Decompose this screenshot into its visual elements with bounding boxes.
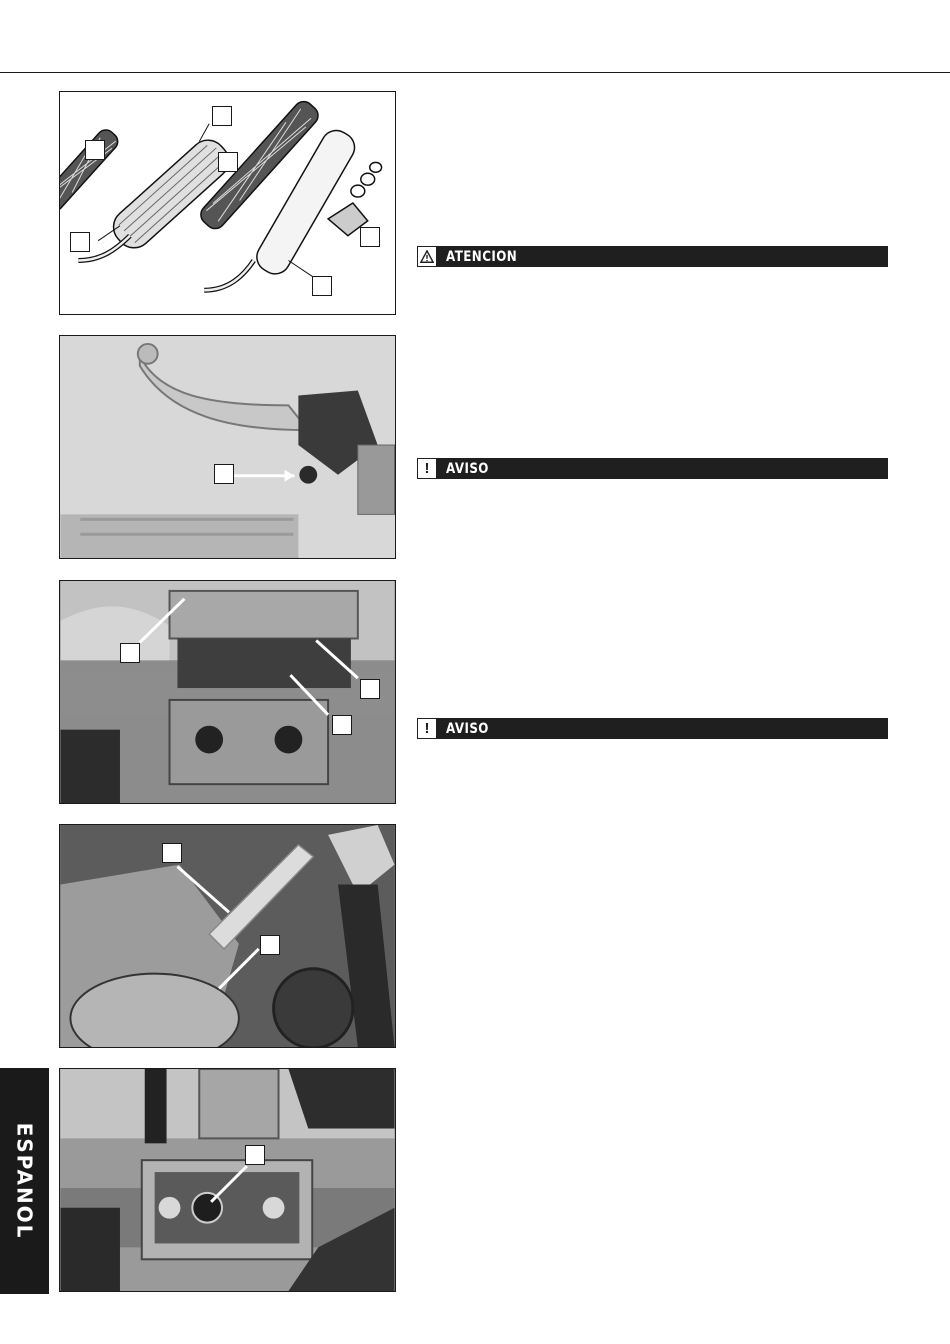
callout-box — [70, 232, 90, 252]
figure-engine-bleeding — [59, 824, 396, 1048]
language-label: ESPANOL — [12, 1122, 37, 1240]
callout-box — [312, 276, 332, 296]
banner-label: AVISO — [446, 720, 489, 737]
callout-box — [214, 464, 234, 484]
callout-box — [85, 140, 105, 160]
callout-box — [360, 679, 380, 699]
callout-box — [260, 935, 280, 955]
callout-box — [120, 643, 140, 663]
master-cylinder-cover-photo — [60, 581, 395, 803]
clutch-lever-photo — [60, 336, 395, 558]
language-side-tab — [0, 1068, 49, 1294]
callout-box — [162, 843, 182, 863]
master-cylinder-reservoir-photo — [60, 1069, 395, 1291]
banner-label: ATENCION — [446, 248, 518, 265]
aviso-banner — [417, 458, 888, 479]
callout-box — [218, 152, 238, 172]
figure-master-cylinder-cover — [59, 580, 396, 804]
figure-clutch-lever — [59, 335, 396, 559]
figure-exhaust-parts — [59, 91, 396, 315]
figure-master-cylinder-reservoir — [59, 1068, 396, 1292]
callout-box — [212, 106, 232, 126]
banner-label: AVISO — [446, 460, 489, 477]
callout-box — [332, 715, 352, 735]
engine-bleeding-photo — [60, 825, 395, 1047]
callout-box — [245, 1145, 265, 1165]
exclamation-icon: ! — [417, 458, 437, 479]
header-rule — [0, 72, 950, 73]
atencion-banner — [417, 246, 888, 267]
callout-box — [360, 227, 380, 247]
warning-triangle-icon — [417, 246, 437, 267]
aviso-banner — [417, 718, 888, 739]
exclamation-icon: ! — [417, 718, 437, 739]
